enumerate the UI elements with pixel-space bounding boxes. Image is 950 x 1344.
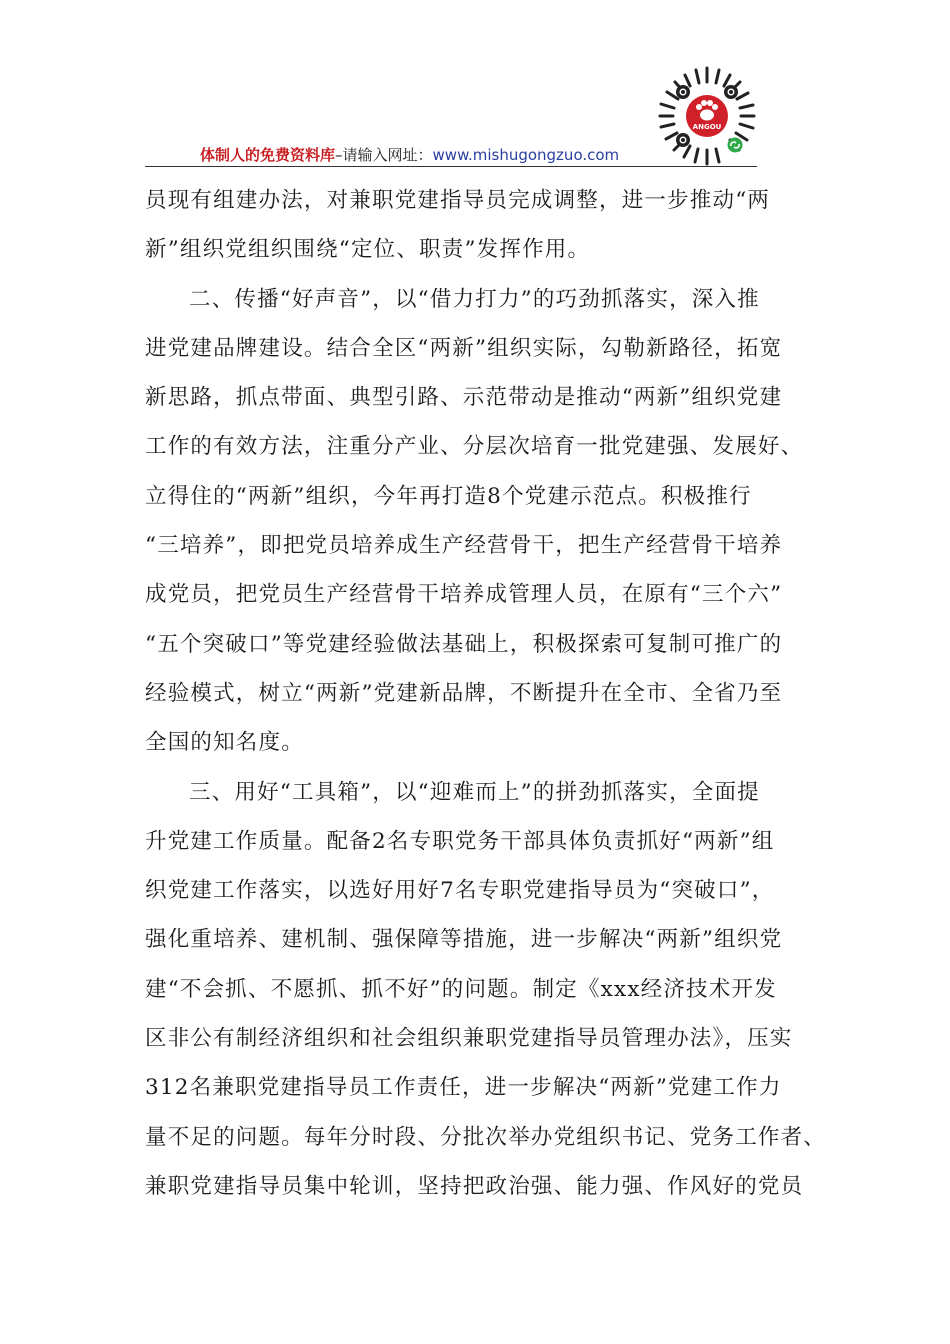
text-line: 建“不会抓、不愿抓、抓不好”的问题。制定《xxx经济技术开发 (145, 976, 777, 1002)
mini-program-qr-code[interactable] (657, 66, 757, 166)
header-divider (145, 166, 757, 167)
text-line: 强化重培养、建机制、强保障等措施，进一步解决“两新”组织党 (145, 927, 783, 953)
document-body (145, 176, 827, 1211)
banner-title: 体制人的免费资料库 (200, 146, 336, 164)
text-line: 工作的有效方法，注重分产业、分层次培育一批党建强、发展好、 (145, 434, 804, 460)
text-line: 兼职党建指导员集中轮训，坚持把政治强、能力强、作风好的党员 (145, 1173, 804, 1199)
text-line: 成党员，把党员生产经营骨干培养成管理人员，在原有“三个六” (145, 582, 783, 608)
paragraph-2 (145, 275, 815, 768)
svg-text:ANGOU: ANGOU (692, 123, 722, 131)
text-line: “三培养”，即把党员培养成生产经营骨干，把生产经营骨干培养 (145, 533, 783, 559)
page-header (145, 0, 805, 170)
text-line: 进党建品牌建设。结合全区“两新”组织实际，勾勒新路径，拓宽 (145, 335, 783, 361)
text-line: 新思路，抓点带面、典型引路、示范带动是推动“两新”组织党建 (145, 385, 783, 411)
text-line: 量不足的问题。每年分时段、分批次举办党组织书记、党务工作者、 (145, 1124, 827, 1150)
paragraph-1 (145, 176, 815, 275)
text-line: 员现有组建办法，对兼职党建指导员完成调整，进一步推动“两 (145, 188, 771, 213)
text-line: 新”组织党组织围绕“定位、职责”发挥作用。 (145, 237, 591, 263)
text-line: 312名兼职党建指导员工作责任，进一步解决“两新”党建工作力 (145, 1075, 782, 1101)
text-line: 立得住的“两新”组织，今年再打造8个党建示范点。积极推行 (145, 483, 752, 509)
text-line: 经验模式，树立“两新”党建新品牌，不断提升在全市、全省乃至 (145, 680, 783, 706)
text-line: 全国的知名度。 (145, 730, 304, 756)
banner-url-link[interactable]: www.mishugongzuo.com (432, 146, 620, 164)
text-line: 升党建工作质量。配备2名专职党务干部具体负责抓好“两新”组 (145, 828, 775, 854)
text-line: 织党建工作落实，以选好用好7名专职党建指导员为“突破口”， (145, 878, 775, 904)
text-line: “五个突破口”等党建经验做法基础上，积极探索可复制可推广的 (145, 631, 783, 657)
text-line: 三、用好“工具箱”，以“迎难而上”的拼劲抓落实，全面提 (189, 779, 760, 805)
banner-separator: –请输入网址： (335, 146, 433, 164)
text-line: 二、传播“好声音”，以“借力打力”的巧劲抓落实，深入推 (189, 286, 760, 312)
text-line: 区非公有制经济组织和社会组织兼职党建指导员管理办法》，压实 (145, 1026, 793, 1052)
header-banner (200, 144, 619, 165)
paragraph-3 (145, 768, 827, 1212)
